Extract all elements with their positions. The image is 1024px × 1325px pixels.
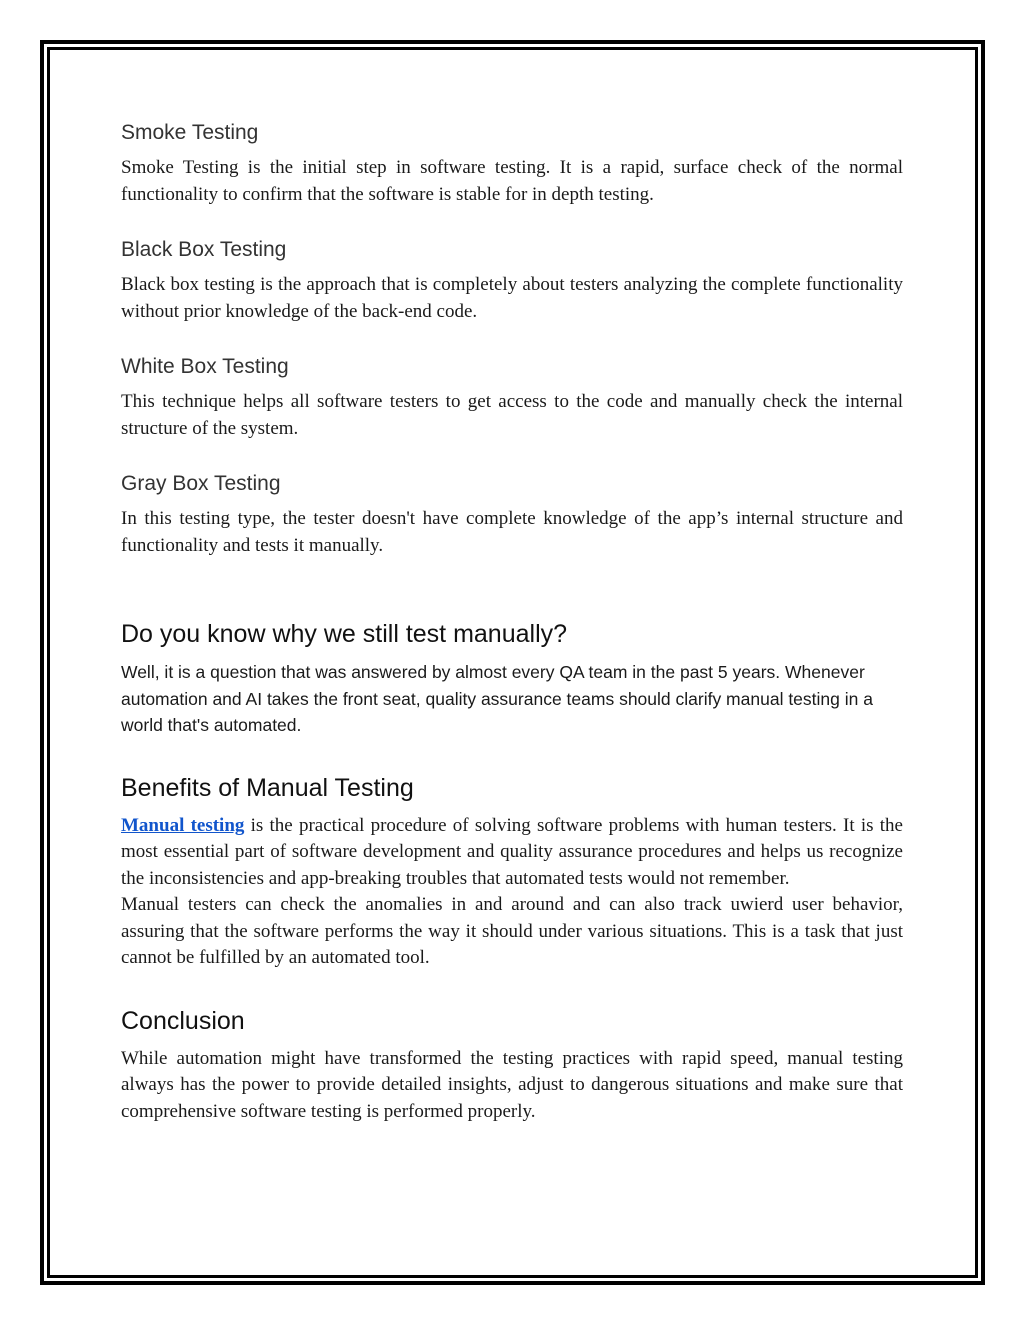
black-box-paragraph: Black box testing is the approach that is completely about testers analyzing the complete functionality without prior knowledge of the back-end code. bbox=[121, 274, 903, 322]
conclusion-paragraph: While automation might have transformed the testing practices with rapid speed, manual testing always has the power to provide detailed insights, adjust to dangerous situations and make sure that comprehensive software testing is performed properly. bbox=[121, 1047, 903, 1122]
smoke-testing-lead: Smoke Testing bbox=[121, 157, 239, 178]
benefits-paragraph-1 bbox=[121, 813, 903, 893]
section-black-box-testing bbox=[121, 235, 903, 325]
smoke-testing-body: is the initial step in software testing. It is a rapid, surface check of the normal functionality to confirm that the software is stable for in depth testing. bbox=[121, 157, 903, 205]
manual-testing-link[interactable]: Manual testing bbox=[121, 814, 245, 836]
section-why-manual bbox=[121, 617, 903, 739]
benefits-heading: Benefits of Manual Testing bbox=[121, 773, 414, 802]
why-manual-heading: Do you know why we still test manually? bbox=[121, 620, 568, 648]
section-benefits bbox=[121, 771, 903, 972]
why-manual-paragraph: Well, it is a question that was answered by almost every QA team in the past 5 years. Whenever automation and AI takes the front seat, quality assurance teams should clarify manual testing in a world that's automated. bbox=[121, 662, 873, 735]
smoke-testing-paragraph bbox=[121, 155, 903, 208]
gray-box-heading: Gray Box Testing bbox=[121, 472, 281, 495]
black-box-heading: Black Box Testing bbox=[121, 238, 287, 261]
smoke-testing-heading: Smoke Testing bbox=[121, 121, 259, 144]
gray-box-paragraph: In this testing type, the tester doesn't have complete knowledge of the app’s internal structure and functionality and tests it manually. bbox=[121, 508, 903, 556]
white-box-heading: White Box Testing bbox=[121, 355, 289, 378]
document-content bbox=[121, 118, 903, 1125]
conclusion-heading: Conclusion bbox=[121, 1006, 245, 1035]
section-conclusion bbox=[121, 1004, 903, 1126]
white-box-paragraph: This technique helps all software testers to get access to the code and manually check the internal structure of the system. bbox=[121, 391, 903, 439]
benefits-paragraph-2: Manual testers can check the anomalies in and around and can also track uwierd user behavior, assuring that the software performs the way it should under various situations. This is a task that just cannot be fulfilled by an automated tool. bbox=[121, 894, 903, 968]
section-gray-box-testing bbox=[121, 469, 903, 559]
section-smoke-testing bbox=[121, 118, 903, 208]
benefits-body-1: is the practical procedure of solving software problems with human testers. It is the most essential part of software development and quality assurance procedures and helps us recognize the inconsistencies and app-breaking troubles that automated tests would not remember. bbox=[121, 814, 903, 889]
section-white-box-testing bbox=[121, 352, 903, 442]
